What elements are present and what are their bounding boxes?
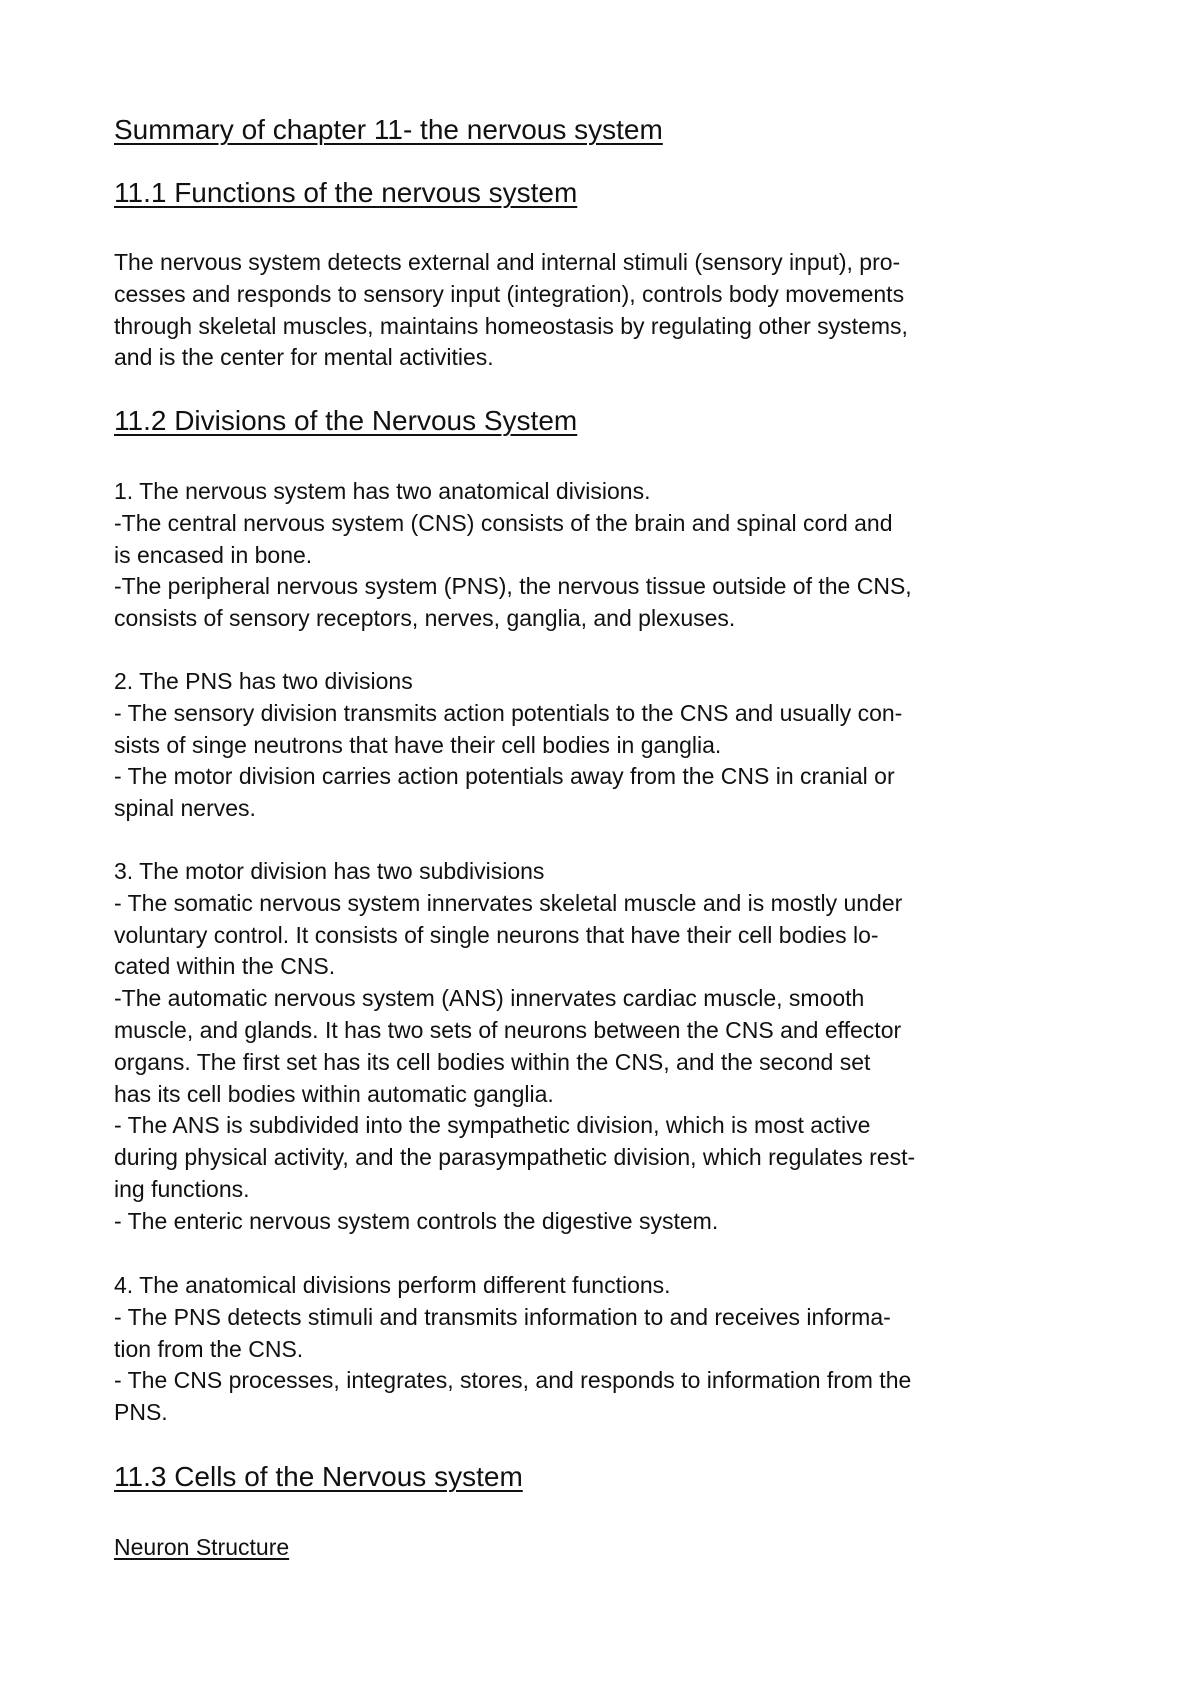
point-line: consists of sensory receptors, nerves, ganglia, and plexuses. (114, 605, 736, 632)
point-line: 3. The motor division has two subdivisions (114, 858, 545, 884)
point-line: 4. The anatomical divisions perform different functions. (114, 1272, 671, 1298)
paragraph-line: cesses and responds to sensory input (integration), controls body movements (114, 280, 905, 307)
point-line: has its cell bodies within automatic ganglia. (114, 1080, 554, 1107)
section-11-2-point-4 (114, 1270, 1064, 1429)
point-line: is encased in bone. (114, 541, 313, 568)
point-line: sists of singe neutrons that have their cell bodies in ganglia. (114, 731, 722, 758)
point-line: 2. The PNS has two divisions (114, 668, 413, 694)
section-11-2-point-2 (114, 666, 1064, 825)
point-line: - The enteric nervous system controls the digestive system. (114, 1207, 719, 1234)
point-line: PNS. (114, 1399, 168, 1426)
document-title: Summary of chapter 11- the nervous system (114, 114, 663, 145)
section-11-2-point-3 (114, 856, 1064, 1238)
section-11-2-point-1 (114, 476, 1064, 635)
point-line: - The PNS detects stimuli and transmits information to and receives informa- (114, 1303, 891, 1330)
point-line: - The ANS is subdivided into the sympathetic division, which is most active (114, 1112, 871, 1139)
point-line: organs. The first set has its cell bodies within the CNS, and the second set (114, 1048, 871, 1075)
section-11-1-heading: 11.1 Functions of the nervous system (114, 177, 578, 208)
point-line: - The sensory division transmits action potentials to the CNS and usually con- (114, 699, 903, 726)
point-line: spinal nerves. (114, 795, 256, 822)
point-line: 1. The nervous system has two anatomical divisions. (114, 478, 651, 504)
point-line: tion from the CNS. (114, 1335, 304, 1362)
paragraph-line: The nervous system detects external and internal stimuli (sensory input), pro- (114, 249, 901, 275)
point-line: -The central nervous system (CNS) consists of the brain and spinal cord and (114, 509, 893, 536)
point-line: during physical activity, and the parasympathetic division, which regulates rest- (114, 1144, 916, 1171)
point-line: - The somatic nervous system innervates skeletal muscle and is mostly under (114, 889, 903, 916)
point-line: muscle, and glands. It has two sets of neurons between the CNS and effector (114, 1016, 902, 1043)
section-11-3-heading: 11.3 Cells of the Nervous system (114, 1461, 523, 1492)
paragraph-line: and is the center for mental activities. (114, 344, 494, 371)
section-11-2-heading: 11.2 Divisions of the Nervous System (114, 405, 578, 436)
section-11-1-paragraph (114, 247, 1064, 374)
point-line: -The peripheral nervous system (PNS), the nervous tissue outside of the CNS, (114, 573, 912, 600)
point-line: -The automatic nervous system (ANS) innervates cardiac muscle, smooth (114, 985, 865, 1012)
neuron-structure-subheading: Neuron Structure (114, 1534, 290, 1560)
point-line: cated within the CNS. (114, 953, 336, 980)
point-line: - The motor division carries action potentials away from the CNS in cranial or (114, 763, 895, 790)
point-line: voluntary control. It consists of single neurons that have their cell bodies lo- (114, 921, 879, 948)
point-line: - The CNS processes, integrates, stores, and responds to information from the (114, 1367, 912, 1394)
point-line: ing functions. (114, 1175, 250, 1202)
paragraph-line: through skeletal muscles, maintains homeostasis by regulating other systems, (114, 312, 908, 339)
